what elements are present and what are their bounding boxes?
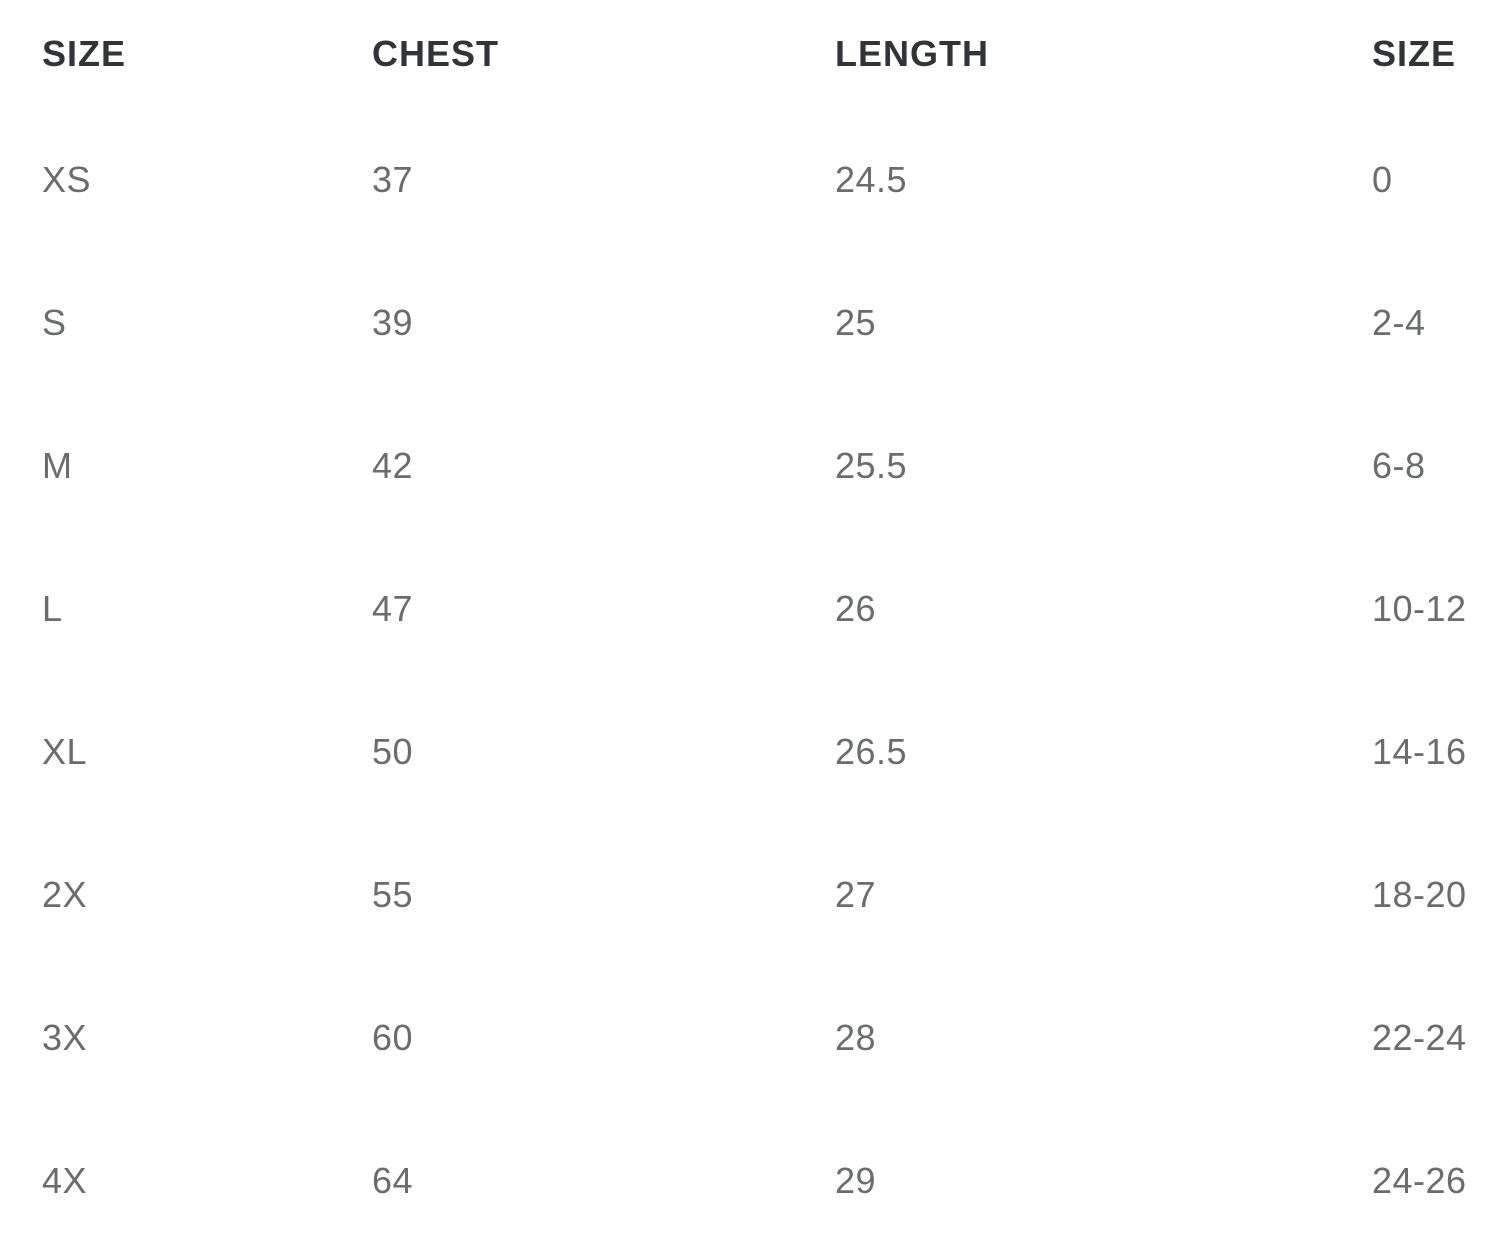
cell-numeric-size: 24-26 bbox=[1372, 1159, 1467, 1201]
cell-length: 25 bbox=[835, 301, 877, 343]
cell-chest: 55 bbox=[372, 873, 414, 915]
header-cell-chest: CHEST bbox=[372, 33, 500, 75]
cell-length: 28 bbox=[835, 1016, 877, 1058]
cell-chest: 37 bbox=[372, 158, 414, 200]
cell-numeric-size: 10-12 bbox=[1372, 587, 1467, 629]
header-cell-size: SIZE bbox=[42, 33, 127, 75]
table-row bbox=[0, 966, 1500, 1109]
table-row bbox=[0, 251, 1500, 394]
table-body bbox=[0, 108, 1500, 1252]
cell-size: 4X bbox=[42, 1159, 88, 1201]
cell-numeric-size: 0 bbox=[1372, 158, 1393, 200]
table-row bbox=[0, 537, 1500, 680]
cell-chest: 42 bbox=[372, 444, 414, 486]
header-cell-numeric-size: SIZE bbox=[1372, 33, 1457, 75]
cell-size: XL bbox=[42, 730, 88, 772]
table-header-row bbox=[0, 0, 1500, 108]
header-cell-length: LENGTH bbox=[835, 33, 989, 75]
cell-size: S bbox=[42, 301, 67, 343]
cell-chest: 60 bbox=[372, 1016, 414, 1058]
cell-length: 26 bbox=[835, 587, 877, 629]
cell-chest: 64 bbox=[372, 1159, 414, 1201]
table-row bbox=[0, 1109, 1500, 1252]
cell-numeric-size: 18-20 bbox=[1372, 873, 1467, 915]
cell-chest: 50 bbox=[372, 730, 414, 772]
table-row bbox=[0, 108, 1500, 251]
cell-size: 2X bbox=[42, 873, 88, 915]
cell-length: 24.5 bbox=[835, 158, 908, 200]
cell-size: XS bbox=[42, 158, 92, 200]
cell-size: M bbox=[42, 444, 73, 486]
table-row bbox=[0, 680, 1500, 823]
cell-numeric-size: 2-4 bbox=[1372, 301, 1426, 343]
cell-length: 25.5 bbox=[835, 444, 908, 486]
cell-length: 29 bbox=[835, 1159, 877, 1201]
cell-length: 26.5 bbox=[835, 730, 908, 772]
table-row bbox=[0, 823, 1500, 966]
table-row bbox=[0, 394, 1500, 537]
cell-chest: 47 bbox=[372, 587, 414, 629]
cell-size: L bbox=[42, 587, 63, 629]
cell-size: 3X bbox=[42, 1016, 88, 1058]
cell-chest: 39 bbox=[372, 301, 414, 343]
cell-numeric-size: 14-16 bbox=[1372, 730, 1467, 772]
cell-numeric-size: 6-8 bbox=[1372, 444, 1426, 486]
cell-numeric-size: 22-24 bbox=[1372, 1016, 1467, 1058]
cell-length: 27 bbox=[835, 873, 877, 915]
